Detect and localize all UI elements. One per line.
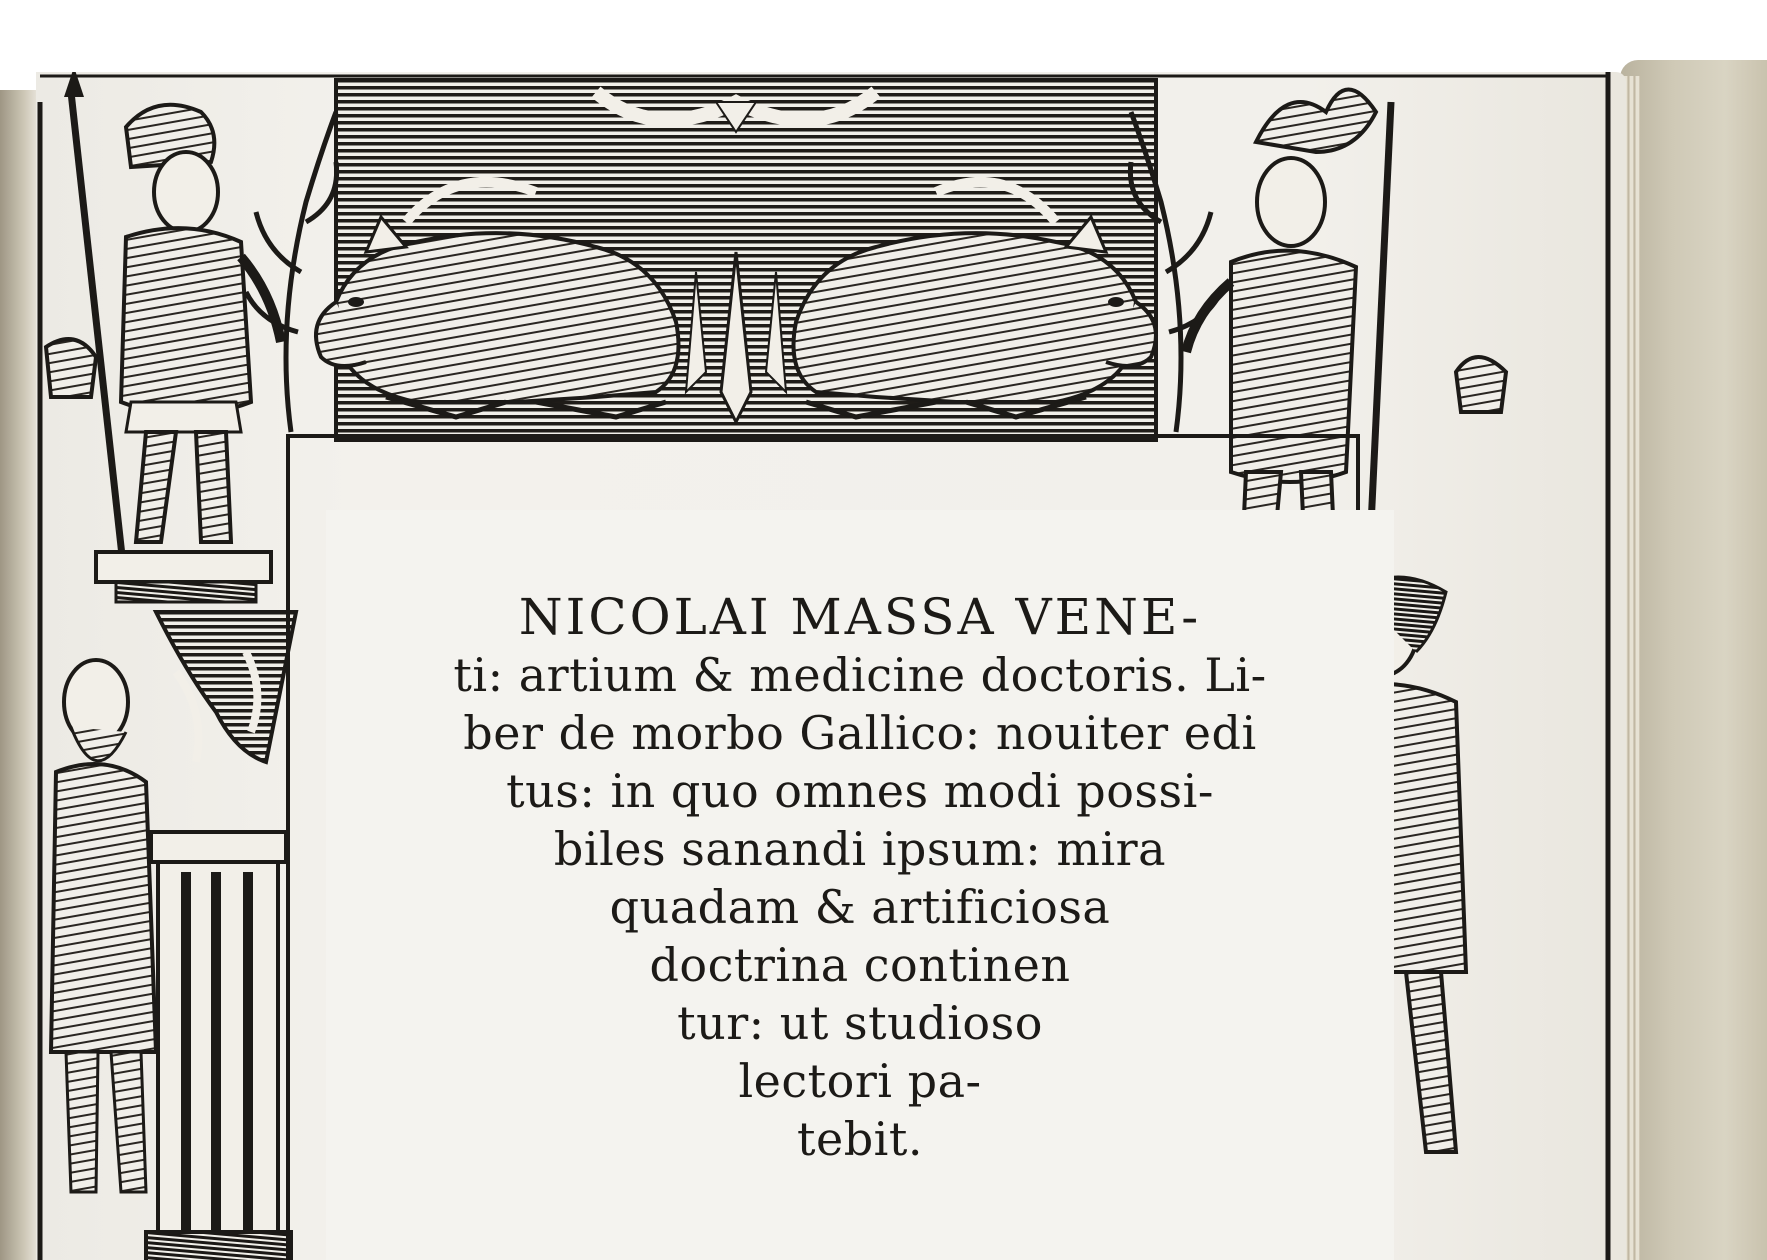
title-block xyxy=(326,588,1394,1168)
title-line-2: ti: artium & medicine doctoris. Li- xyxy=(453,648,1267,702)
title-line-8: tur: ut studioso xyxy=(677,996,1043,1050)
title-line-10: tebit. xyxy=(797,1112,923,1166)
left-pot-ornament xyxy=(46,339,96,397)
title-line-5: biles sanandi ipsum: mira xyxy=(553,822,1167,876)
title-line-4: tus: in quo omnes modi possi- xyxy=(506,764,1214,818)
title-page-leaf xyxy=(36,72,1626,1260)
left-page-edge xyxy=(0,90,40,1260)
right-pot-ornament xyxy=(1456,357,1506,412)
title-line-6: quadam & artificiosa xyxy=(609,880,1111,934)
title-text-panel xyxy=(326,510,1394,1260)
bearded-man-at-column xyxy=(51,612,296,1260)
title-line-7: doctrina continen xyxy=(649,938,1071,992)
foliage-left xyxy=(246,112,337,432)
title-line-9: lectori pa- xyxy=(738,1054,982,1108)
soldier-with-spear xyxy=(64,72,281,602)
title-line-1: NICOLAI MASSA VENE- xyxy=(518,588,1202,646)
title-line-3: ber de morbo Gallico: nouiter edi xyxy=(463,706,1257,760)
vellum-binding xyxy=(1620,60,1767,1260)
